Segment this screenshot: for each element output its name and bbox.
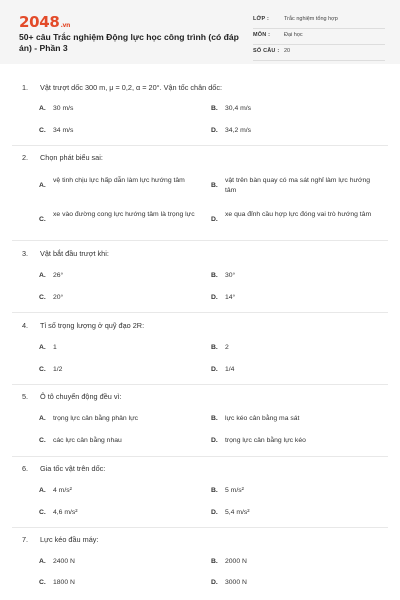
option-text: 5,4 m/s²: [225, 509, 250, 516]
option-text: 2: [225, 344, 229, 351]
question-number: 5.: [22, 392, 29, 401]
meta-row-class: [253, 13, 385, 29]
option-label: D.: [211, 366, 218, 373]
question-1: [22, 83, 382, 95]
meta-value: Trắc nghiệm tổng hợp: [284, 16, 338, 22]
site-logo[interactable]: [19, 13, 70, 31]
option-text: 34,2 m/s: [225, 127, 252, 134]
option-label: C.: [39, 437, 46, 444]
option-text: vật trên bàn quay có ma sát nghỉ làm lực hướng tâm: [225, 177, 371, 194]
question-text: [22, 153, 382, 165]
option-label: A.: [39, 558, 46, 565]
option-text: xe qua đỉnh cầu hợp lực đóng vai trò hướng tâm: [225, 211, 372, 218]
option-label: C.: [39, 294, 46, 301]
option-label: B.: [211, 272, 218, 279]
option-text: 2400 N: [53, 558, 75, 565]
page-title: 50+ câu Trắc nghiệm Động lực học công trình (có đáp án) - Phần 3: [19, 32, 239, 53]
meta-key: SỐ CÂU :: [253, 48, 280, 54]
question-stem: Gia tốc vật trên dốc:: [40, 464, 106, 473]
option-label: B.: [211, 487, 218, 494]
option-text: 1/2: [53, 366, 63, 373]
question-4: [22, 321, 382, 333]
option-text: vệ tinh chịu lực hấp dẫn làm lực hướng tâm: [53, 177, 185, 184]
option-label: D.: [211, 579, 218, 586]
question-text: [22, 392, 382, 404]
option-text: 5 m/s²: [225, 487, 244, 494]
logo-tld: .vn: [60, 22, 71, 29]
option-label: D.: [211, 294, 218, 301]
question-text: [22, 83, 382, 95]
question-3: [22, 249, 382, 261]
option-label: C.: [39, 579, 46, 586]
option-label: A.: [39, 272, 46, 279]
question-5: [22, 392, 382, 404]
option-label: D.: [211, 127, 218, 134]
option-text: các lực cân bằng nhau: [53, 437, 122, 444]
option-text: 20°: [53, 294, 64, 301]
option-label: A.: [39, 415, 46, 422]
option-text: 4,6 m/s²: [53, 509, 78, 516]
option-text: 30 m/s: [53, 105, 74, 112]
question-number: 1.: [22, 83, 29, 92]
option-label: D.: [211, 437, 218, 444]
option-text: trọng lực cân bằng lực kéo: [225, 437, 306, 444]
option-label: B.: [211, 105, 218, 112]
option-text: 34 m/s: [53, 127, 74, 134]
option-label: A.: [39, 182, 46, 189]
question-text: [22, 321, 382, 333]
divider: [12, 384, 388, 385]
question-text: [22, 535, 382, 547]
question-text: [22, 249, 382, 261]
divider: [12, 312, 388, 313]
question-stem: Tỉ số trọng lượng ở quỹ đạo 2R:: [40, 321, 145, 330]
option-label: B.: [211, 415, 218, 422]
option-label: C.: [39, 366, 46, 373]
option-text: 14°: [225, 294, 236, 301]
option-text: 26°: [53, 272, 64, 279]
option-label: A.: [39, 105, 46, 112]
divider: [12, 456, 388, 457]
divider: [12, 145, 388, 146]
option-text: xe vào đường cong lực hướng tâm là trọng lực: [53, 211, 195, 218]
meta-table: [253, 13, 385, 61]
question-text: [22, 464, 382, 476]
option-text: 1800 N: [53, 579, 75, 586]
option-label: C.: [39, 216, 46, 223]
question-stem: Vật bắt đầu trượt khi:: [40, 249, 109, 258]
meta-key: MÔN :: [253, 32, 271, 38]
option-text: 1/4: [225, 366, 235, 373]
option-text: 30°: [225, 272, 236, 279]
option-text: 4 m/s²: [53, 487, 72, 494]
option-label: C.: [39, 127, 46, 134]
meta-row-subject: [253, 29, 385, 45]
question-number: 3.: [22, 249, 29, 258]
question-number: 6.: [22, 464, 29, 473]
option-label: B.: [211, 344, 218, 351]
option-label: A.: [39, 344, 46, 351]
question-stem: Ô tô chuyển động đều vì:: [40, 392, 122, 401]
option-label: A.: [39, 487, 46, 494]
option-text: 30,4 m/s: [225, 105, 252, 112]
question-number: 4.: [22, 321, 29, 330]
divider: [12, 527, 388, 528]
question-number: 2.: [22, 153, 29, 162]
option-text: 3000 N: [225, 579, 247, 586]
option-text: 2000 N: [225, 558, 247, 565]
meta-row-count: [253, 45, 385, 61]
divider: [12, 240, 388, 241]
option-text: lực kéo cân bằng ma sát: [225, 415, 300, 422]
page-header: [0, 0, 400, 64]
question-7: [22, 535, 382, 547]
question-stem: Chọn phát biểu sai:: [40, 153, 103, 162]
option-text: 1: [53, 344, 57, 351]
logo-text: 2048: [19, 13, 60, 31]
meta-value: Đại học: [284, 32, 303, 38]
question-stem: Lực kéo đầu máy:: [40, 535, 99, 544]
question-6: [22, 464, 382, 476]
meta-key: LỚP :: [253, 16, 269, 22]
option-label: D.: [211, 509, 218, 516]
question-number: 7.: [22, 535, 29, 544]
option-text: trọng lực cân bằng phản lực: [53, 415, 139, 422]
option-label: D.: [211, 216, 218, 223]
meta-value: 20: [284, 48, 291, 54]
question-2: [22, 153, 382, 165]
option-label: B.: [211, 558, 218, 565]
question-stem: Vật trượt dốc 300 m, μ = 0,2, α = 20°. Vận tốc chân dốc:: [40, 83, 223, 92]
option-label: B.: [211, 182, 218, 189]
option-label: C.: [39, 509, 46, 516]
